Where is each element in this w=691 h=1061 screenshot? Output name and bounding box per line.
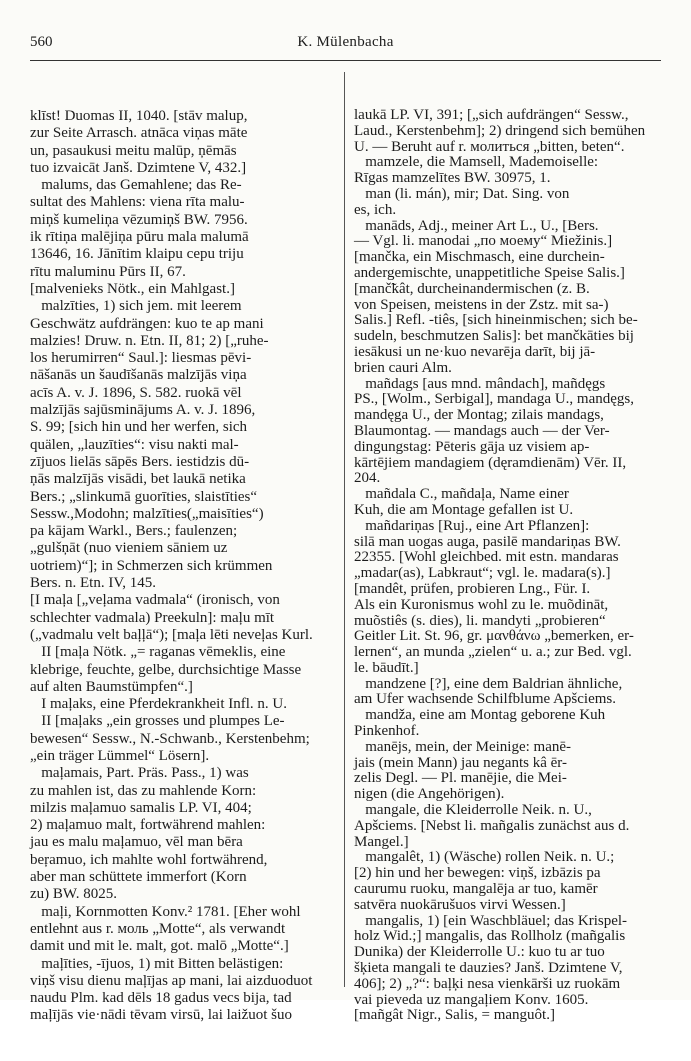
running-title: K. Mülenbacha <box>297 34 394 50</box>
right-column <box>354 72 661 1024</box>
right-column-text: laukā LP. VI, 391; [„sich aufdrängen“ Sessw., Laud., Kerstenbehm]; 2) dringend sich bemühen U. — Beruht auf r. молиться „bitten, beten“. mamzele, die Mamsell, Mademoiselle: Rīgas mamzelītes BW. 30975, 1. man (li. mán), mir; Dat. Sing. von es, ich. manāds, Adj., meiner Art L., U., [Bers. — Vgl. li. manodai „по моему“ Miežinis.] [mančka, ein Mischmasch, eine durchein- andergemischte, unappetitliche Speise Salis.] [manč̃kât, durcheinandermischen (z. B. von Speisen, meistens in der Zstz. mit sa-) Salis.] Refl. -tiês, [sich hineinmischen; sich be- sudeln, beschmutzen Salis]: bet mančkāties bij iesākusi un ne·kuo nevarēja darīt, bij jā- brien cauri Alm. mañdags [aus mnd. mândach], mañdęgs PS., [Wolm., Serbigal], mandaga U., mandęgs, mandęga U., der Montag; zilais mandags, Blaumontag. — mandags auch — der Ver- dingungstag: Pēteris gāja uz visiem ap- kārtējiem mandagiem (dęramdienām) Vēr. II, 204. mañdala C., mañdaļa, Name einer Kuh, die am Montage gefallen ist U. mañdariņas [Ruj., eine Art Pflanzen]: silā man uogas auga, pasilē mandariņas BW. 22355. [Wohl gleichbed. mit estn. mandaras „madar(as), Labkraut“; vgl. le. madara(s).] [mandêt, prüfen, probieren Lng., Für. I. Als ein Kuronismus wohl zu le. muõdināt, muõstiês (s. dies), li. mandyti „probieren“ Geitler Lit. St. 96, gr. μανθάνω „bemerken, er- lernen“, an munda „zielen“ u. a.; zur Bed. vgl. le. bāudīt.] mandzene [?], eine dem Baldrian ähnliche, am Ufer wachsende Schilfblume Apšciems. mandža, eine am Montag geborene Kuh Pinkenhof. manējs, mein, der Meinige: manē- jais (mein Mann) jau negants kâ ēr- zelis Degl. — Pl. manējie, die Mei- nigen (die Angehörigen). mangale, die Kleiderrolle Neik. n. U., Apšciems. [Nebst li. mañgalis zunächst aus d. Mangel.] mangalêt, 1) (Wäsche) rollen Neik. n. U.; [2) hin und her bewegen: viņš, izbāzis pa caurumu ruoku, mangalēja ar tuo, kamēr satvēra nuokārušuos virvi Wessen.] mangalis, 1) [ein Waschbläuel; das Krispel- holz Wid.;] mangalis, das Rollholz (mañgalis Dunika) der Kleiderrolle U.: kuo tu ar tuo šķieta mangali te dauzies? Janš. Dzimtene V, 406]; 2) „?“: baļķi nesa vienkārši uz ruokām vai pieveda uz mangaļiem Konv. 1605. [mañgât Nigr., Salis, = manguôt.] <box>354 107 646 1024</box>
page-number: 560 <box>30 34 53 50</box>
header-rule <box>30 60 661 61</box>
column-divider <box>344 72 345 987</box>
left-column <box>30 72 336 1024</box>
left-column-text: klīst! Duomas II, 1040. [stāv malup, zur Seite Arrasch. atnāca viņas māte un, pasaukusi meitu malūp, ņēmās tuo izvaicāt Janš. Dzimtene V, 432.] malums, das Gemahlene; das Re- sultat des Mahlens: viena rīta malu- miņš kumeliņa vēzumiņš BW. 7956. ik rītiņa malējiņa pūru mala malumā 13646, 16. Jānītim klaipu cepu triju rītu maluminu Pūrs II, 67. [malvenieks Nötk., ein Mahlgast.] malzīties, 1) sich jem. mit leerem Geschwätz aufdrängen: kuo te ap mani malzies! Druw. n. Etn. II, 81; 2) [„ruhe- los herumirren“ Saul.]: liesmas pēvi- nāšanās un šaudīšanās malzījās viņa acīs A. v. J. 1896, S. 582. ruokā vēl malzījās sajūsminājums A. v. J. 1896, S. 99; [sich hin und her werfen, sich quälen, „lauzīties“: visu nakti mal- zījuos lielās sāpēs Bers. iestidzis dū- ņās malzījās visādi, bet laukā netika Bers.; „slinkumā guorīties, slaistīties“ Sessw.,Modohn; malzīties(„maisīties“) pa kājam Warkl., Bers.; faulenzen; „gulšņāt (nuo vieniem sāniem uz uotriem)“]; in Schmerzen sich krümmen Bers. n. Etn. IV, 145. [I maļa [„veļama vadmala“ (ironisch, von schlechter vadmala) Preekuln]: maļu mīt („vadmalu velt baļļā“); [maļa lēti neveļas Kurl. II [maļa Nötk. „= raganas vēmeklis, eine klebrige, feuchte, gelbe, durchsichtige Masse auf alten Baumstümpfen“.] I maļaks, eine Pferdekrankheit Infl. n. U. II [maļaks „ein grosses und plumpes Le- bewesen“ Sessw., N.-Schwanb., Kerstenbehm; „ein träger Lümmel“ Lösern]. maļamais, Part. Präs. Pass., 1) was zu mahlen ist, das zu mahlende Korn: milzis maļamuo samalis LP. VI, 404; 2) maļamuo malt, fortwährend mahlen: jau es malu maļamuo, vēl man bēra beŗamuo, ich mahlte wohl fortwährend, aber man schüttete immerfort (Korn zu) BW. 8025. maļi, Kornmotten Konv.² 1781. [Eher wohl entlehnt aus r. моль „Motte“, als verwandt damit und mit le. malt, got. malō „Motte“.] maļīties, -ījuos, 1) mit Bitten belästigen: viņš visu dienu maļījas ap mani, lai aizduoduot naudu Plm. kad dēls 18 gadus vecs bija, tad maļījās vie·nādi tēvam virsū, lai laižuot šuo <box>30 108 313 1024</box>
page-header <box>30 34 661 56</box>
